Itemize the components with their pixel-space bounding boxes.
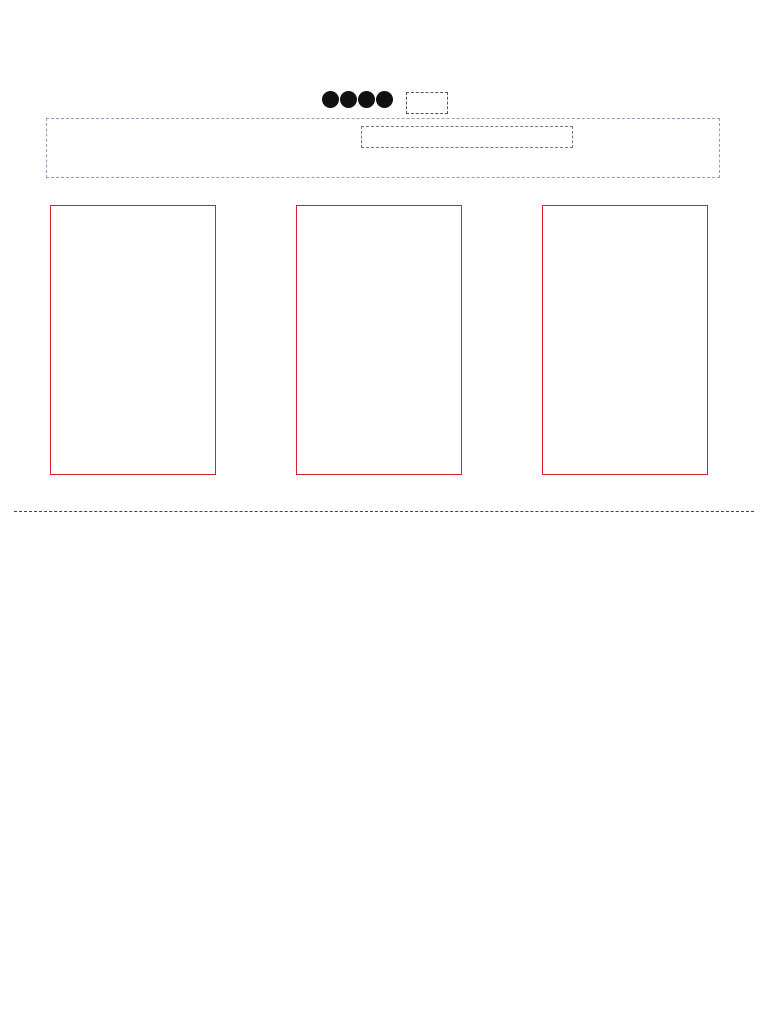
test-number-box[interactable] bbox=[406, 92, 448, 114]
real-badge bbox=[322, 91, 339, 108]
real-badge bbox=[376, 91, 393, 108]
real-badge-group bbox=[322, 89, 394, 117]
cut-line bbox=[14, 511, 754, 512]
user-id-section bbox=[46, 118, 720, 178]
real-badge bbox=[340, 91, 357, 108]
answer-grid-2 bbox=[296, 205, 462, 475]
user-id-field[interactable] bbox=[361, 126, 573, 148]
answer-grid-3 bbox=[542, 205, 708, 475]
answer-sheet-top bbox=[0, 0, 768, 484]
test-title bbox=[0, 89, 768, 117]
answer-grid-1 bbox=[50, 205, 216, 475]
real-badge bbox=[358, 91, 375, 108]
